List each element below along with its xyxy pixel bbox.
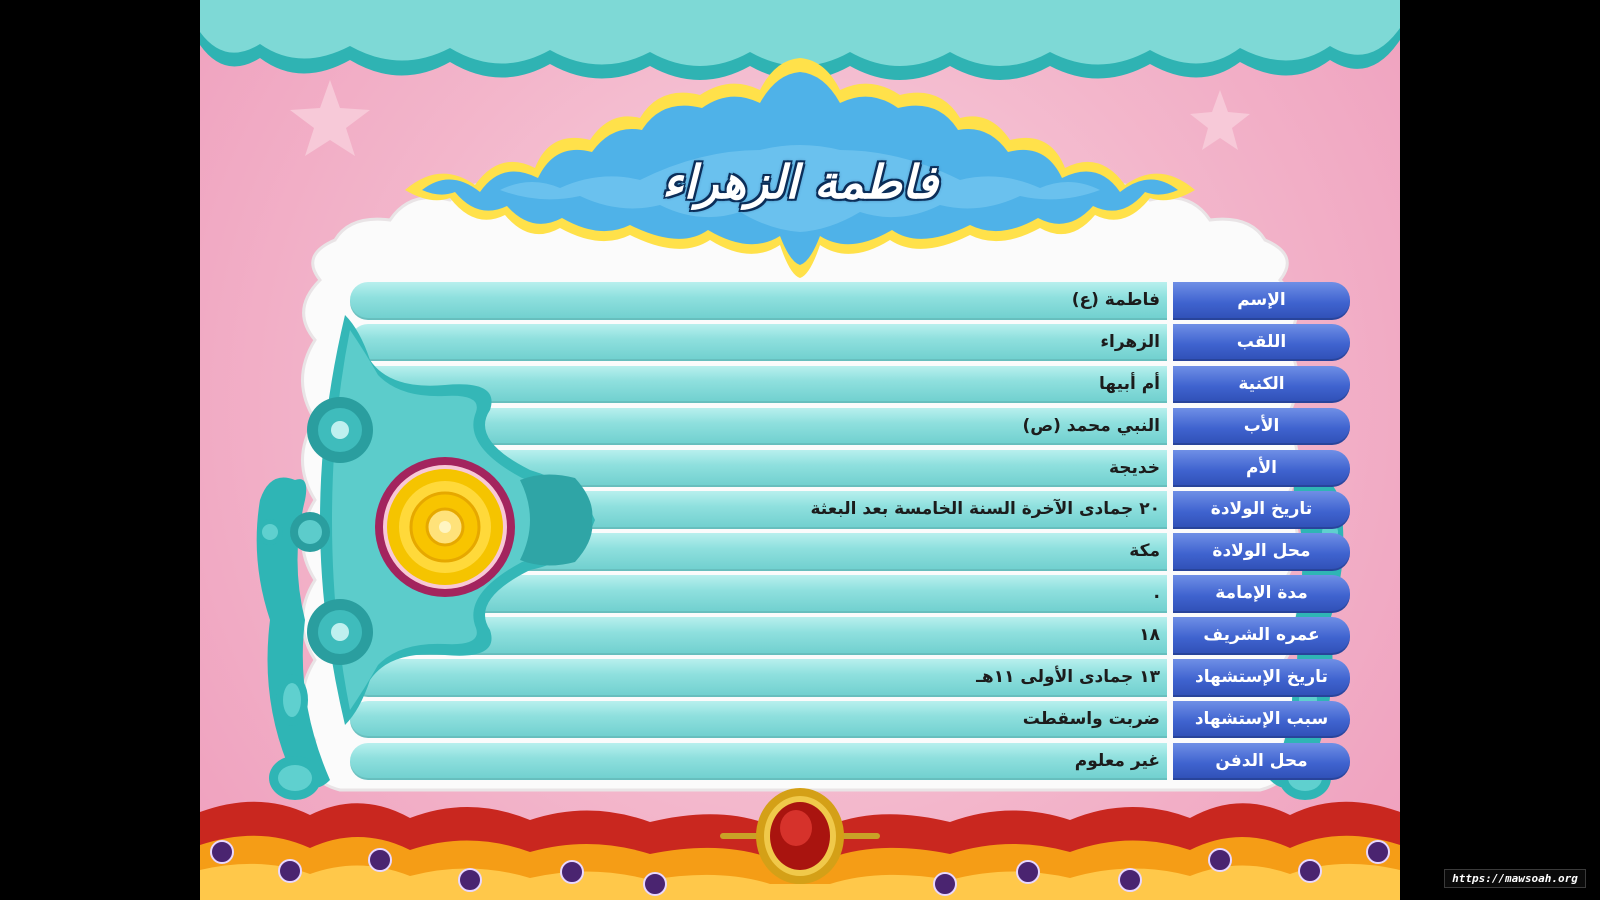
gold-medallion [375, 457, 515, 597]
row-value: ضربت واسقطت [1022, 708, 1160, 729]
row-label: محل الولادة [1212, 541, 1311, 562]
page-title: فاطمة الزهراء [661, 155, 939, 209]
row-value: خديجة [1108, 457, 1160, 478]
row-label: الإسم [1237, 290, 1286, 310]
row-value: غير معلوم [1074, 750, 1160, 771]
row-label: تاريخ الإستشهاد [1195, 667, 1328, 688]
row-value: أم أبيها [1099, 373, 1160, 394]
row-value: الزهراء [1100, 331, 1160, 352]
watermark-url: https://mawsoah.org [1444, 869, 1586, 888]
row-label: مدة الإمامة [1215, 583, 1308, 604]
row-value: مكة [1129, 541, 1160, 562]
stage [200, 0, 1400, 900]
row-label: الأب [1243, 415, 1280, 436]
row-label: سبب الإستشهاد [1194, 708, 1329, 729]
row-value: ١٨ [1139, 625, 1160, 646]
row-value: . [1153, 583, 1160, 604]
row-label: محل الدفن [1215, 750, 1308, 771]
row-label: عمره الشريف [1203, 625, 1320, 646]
row-value: النبي محمد (ص) [1022, 415, 1160, 436]
medallion-layer [200, 0, 1400, 900]
row-value: ١٣ جمادى الأولى ١١هـ [976, 667, 1160, 688]
row-label: الأم [1246, 457, 1277, 478]
row-label: اللقب [1236, 331, 1287, 352]
row-value: ٢٠ جمادى الآخرة السنة الخامسة بعد البعثة [810, 499, 1160, 520]
row-label: الكنية [1238, 373, 1285, 394]
row-label: تاريخ الولادة [1210, 499, 1313, 520]
row-value: فاطمة (ع) [1071, 290, 1160, 310]
